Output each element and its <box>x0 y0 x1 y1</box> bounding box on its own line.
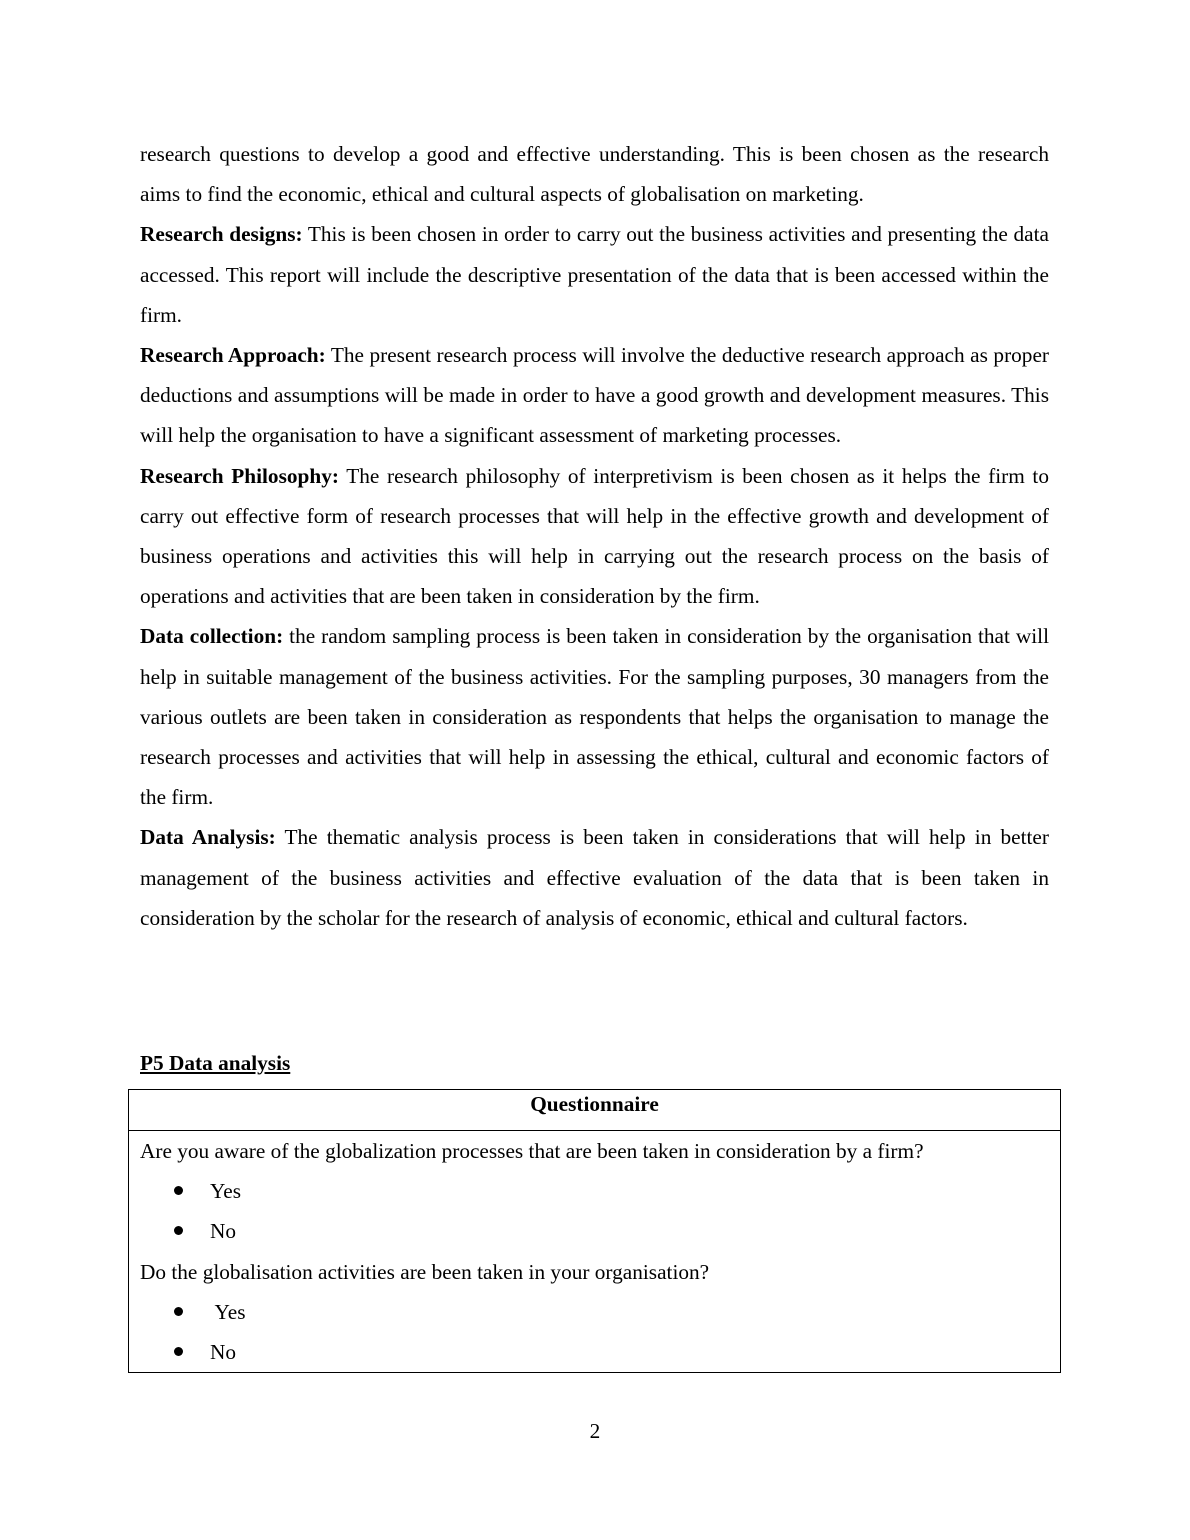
paragraph-text: This is been chosen in order to carry out the business activities and presenting the data accessed. This report will include the descriptive presentation of the data that is been accessed within the firm. <box>140 222 1049 327</box>
page-number: 2 <box>589 1419 601 1443</box>
paragraph-research-approach <box>140 335 1049 456</box>
question-2: Do the globalisation activities are been taken in your organisation? <box>140 1259 710 1284</box>
paragraph-label: Research Philosophy: <box>140 463 339 488</box>
paragraph-label: Data collection: <box>140 624 284 649</box>
paragraph-label: Research designs: <box>140 222 303 247</box>
paragraph-research-designs <box>140 214 1049 335</box>
questionnaire-body <box>129 1131 1060 1372</box>
paragraph-label: Research Approach: <box>140 343 326 368</box>
option-item <box>140 1171 1060 1211</box>
option-label: No <box>210 1219 237 1244</box>
paragraph-research-philosophy <box>140 456 1049 617</box>
paragraph-text: The research philosophy of interpretivism is been chosen as it helps the firm to carry out effective form of research processes that will help in the effective growth and development of business operations and activities this will help in carrying out the research process on the basis of operations and activities that are been taken in consideration by the firm. <box>140 463 1049 609</box>
option-item <box>140 1211 1060 1251</box>
paragraph-text: The thematic analysis process is been taken in considerations that will help in better management of the business activities and effective evaluation of the data that is been taken in consideration by the scholar for the research of analysis of economic, ethical and cultural factors. <box>140 825 1049 930</box>
bullet-icon <box>174 1307 183 1316</box>
option-label: No <box>210 1339 237 1364</box>
paragraph-data-collection <box>140 616 1049 817</box>
paragraph-intro <box>140 134 1049 214</box>
option-label: Yes <box>210 1299 246 1324</box>
paragraph-label: Data Analysis: <box>140 825 276 850</box>
question-1: Are you aware of the globalization processes that are been taken in consideration by a firm? <box>140 1139 924 1163</box>
bullet-icon <box>174 1186 183 1195</box>
option-item <box>140 1332 1060 1372</box>
questionnaire-table <box>128 1089 1061 1373</box>
bullet-icon <box>174 1347 183 1356</box>
paragraph-text: research questions to develop a good and effective understanding. This is been chosen as the research aims to find the economic, ethical and cultural aspects of globalisation on marketing. <box>140 142 1049 207</box>
paragraph-text: the random sampling process is been taken in consideration by the organisation that will help in suitable management of the business activities. For the sampling purposes, 30 managers from the various outlets are been taken in consideration as respondents that helps the organisation to manage the research processes and activities that will help in assessing the ethical, cultural and economic factors of the firm. <box>140 624 1049 810</box>
body-text <box>140 134 1049 938</box>
paragraph-text: The present research process will involve the deductive research approach as proper deductions and assumptions will be made in order to have a good growth and development measures. This will help the organisation to have a significant assessment of marketing processes. <box>140 343 1049 448</box>
questionnaire-title: Questionnaire <box>129 1090 1060 1131</box>
section-heading: P5 Data analysis <box>140 1051 291 1075</box>
option-item <box>140 1292 1060 1332</box>
paragraph-data-analysis <box>140 817 1049 938</box>
option-label: Yes <box>210 1179 241 1204</box>
bullet-icon <box>174 1226 183 1235</box>
